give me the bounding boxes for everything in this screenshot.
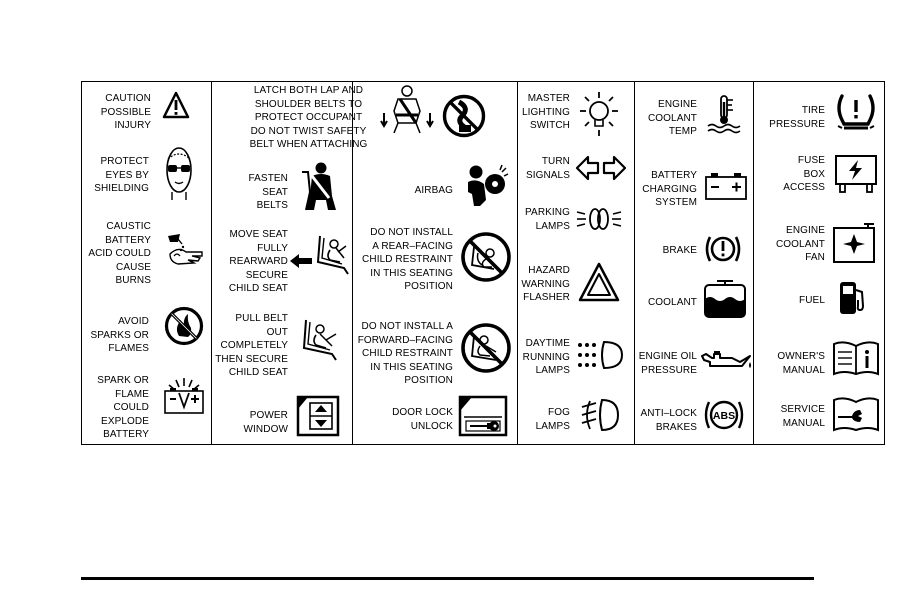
anti-lock-label: ANTI–LOCK BRAKES [640, 408, 697, 433]
seatbelt-icon [296, 162, 344, 212]
brake-warning-icon [703, 232, 743, 266]
owners-manual-label: OWNER'S MANUAL [777, 351, 825, 376]
turn-signal-arrows-icon [576, 155, 626, 181]
daytime-running-lamps-icon [576, 340, 624, 370]
light-bulb-icon [576, 90, 622, 136]
coolant-temperature-icon [706, 94, 742, 134]
bottom-rule [81, 577, 814, 580]
fog-lamp-icon [580, 398, 620, 432]
master-lighting-label: MASTER LIGHTING SWITCH [521, 93, 570, 132]
brake-label: BRAKE [662, 245, 697, 256]
no-forward-facing-seat-icon [460, 322, 512, 374]
column-divider [634, 82, 635, 444]
fuse-box-label: FUSE BOX ACCESS [783, 155, 825, 194]
pull-belt-label: PULL BELT OUT COMPLETELY THEN SECURE CHILD SEAT [215, 313, 288, 379]
child-seat-belt-icon [300, 318, 340, 362]
airbag-icon [462, 162, 508, 208]
acid-burn-icon [164, 230, 206, 266]
forward-facing-label: DO NOT INSTALL A FORWARD–FACING CHILD RESTRAINT IN THIS SEATING POSITION [357, 321, 453, 387]
fog-lamps-label: FOG LAMPS [535, 407, 570, 432]
latch-belts-label: LATCH BOTH LAP AND SHOULDER BELTS TO PROTECT OCCUPANT DO NOT TWIST SAFETY BELT WHEN ATTACHING [249, 85, 368, 151]
fuse-box-icon [834, 154, 878, 194]
battery-icon [704, 171, 748, 201]
parking-lamps-icon [575, 202, 623, 236]
service-manual-label: SERVICE MANUAL [780, 404, 825, 429]
tire-pressure-icon [834, 92, 878, 132]
caution-label: CAUTION POSSIBLE INJURY [100, 93, 151, 132]
hazard-label: HAZARD WARNING FLASHER [521, 265, 570, 304]
protect-eyes-label: PROTECT EYES BY SHIELDING [94, 156, 149, 195]
no-rear-facing-seat-icon [460, 231, 512, 283]
oil-can-icon [700, 348, 752, 374]
abs-text: ABS [712, 410, 736, 422]
battery-explosion-icon [163, 377, 205, 415]
daytime-running-label: DAYTIME RUNNING LAMPS [522, 338, 570, 377]
engine-coolant-fan-label: ENGINE COOLANT FAN [775, 225, 825, 264]
coolant-fan-icon [832, 222, 878, 264]
rear-facing-label: DO NOT INSTALL A REAR–FACING CHILD RESTRAINT IN THIS SEATING POSITION [362, 227, 453, 293]
no-twisted-belt-icon [442, 94, 486, 138]
abs-warning-icon [703, 396, 745, 434]
power-window-label: POWER WINDOW [243, 410, 288, 435]
engine-oil-label: ENGINE OIL PRESSURE [638, 351, 697, 376]
fasten-belts-label: FASTEN SEAT BELTS [248, 173, 288, 212]
coolant-label: COOLANT [647, 297, 697, 308]
avoid-sparks-label: AVOID SPARKS OR FLAMES [90, 316, 149, 355]
parking-lamps-label: PARKING LAMPS [525, 207, 570, 232]
hazard-triangle-icon [578, 262, 620, 302]
tire-pressure-label: TIRE PRESSURE [769, 105, 825, 130]
turn-signals-label: TURN SIGNALS [525, 156, 570, 181]
owners-manual-icon [832, 340, 880, 376]
battery-charging-label: BATTERY CHARGING SYSTEM [642, 170, 697, 209]
door-lock-icon[interactable] [458, 395, 508, 437]
airbag-label: AIRBAG [414, 185, 453, 196]
eye-protection-icon [164, 147, 194, 201]
spark-explode-label: SPARK OR FLAME COULD EXPLODE BATTERY [97, 375, 149, 441]
engine-coolant-temp-label: ENGINE COOLANT TEMP [647, 99, 697, 138]
service-manual-icon [832, 396, 880, 432]
caution-warning-icon [162, 91, 190, 119]
symbol-chart [81, 81, 885, 445]
fuel-label: FUEL [799, 295, 825, 306]
child-seat-rearward-icon [314, 234, 350, 276]
move-seat-label: MOVE SEAT FULLY REARWARD SECURE CHILD SEAT [228, 229, 288, 295]
no-flames-icon [164, 306, 204, 346]
column-divider [211, 82, 212, 444]
door-lock-label: DOOR LOCK UNLOCK [392, 407, 453, 432]
arrow-left-icon [290, 254, 312, 268]
caustic-acid-label: CAUSTIC BATTERY ACID COULD CAUSE BURNS [88, 221, 151, 287]
power-window-switch-icon[interactable] [296, 395, 340, 437]
coolant-reservoir-icon [703, 279, 747, 319]
column-divider [517, 82, 518, 444]
seatbelt-latch-icon [380, 85, 434, 135]
fuel-pump-icon [838, 280, 868, 316]
column-divider [753, 82, 754, 444]
